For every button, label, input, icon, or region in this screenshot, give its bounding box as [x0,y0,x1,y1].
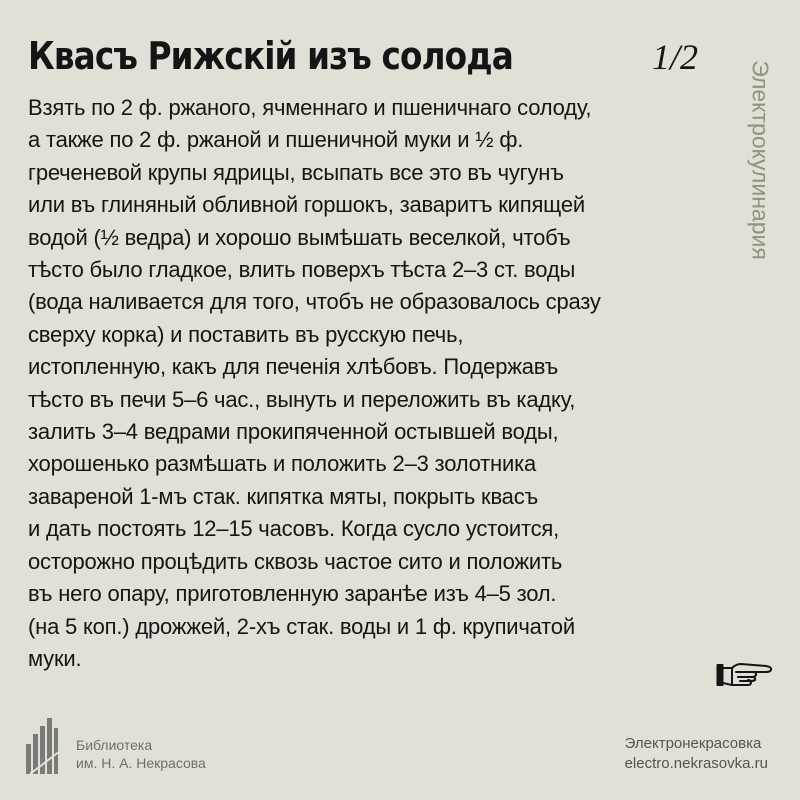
footer-brand [625,734,768,774]
library-name-line1: Библиотека [76,737,153,753]
page-title: Квасъ Рижскiй изъ солода [28,34,513,78]
recipe-line: въ него опару, приготовленную заранѣе изъ 4–5 зол. [28,581,557,607]
recipe-line: истопленную, какъ для печенiя хлѣбовъ. Подержавъ [28,354,559,380]
recipe-line: хорошенько размѣшать и положить 2–3 золотника [28,451,537,477]
recipe-line: завареной 1-мъ стак. кипятка мяты, покрыть квасъ [28,483,539,509]
recipe-line: муки. [28,645,82,671]
recipe-line: тѣсто было гладкое, влить поверхъ тѣста 2–3 ст. воды [28,257,576,283]
recipe-line: тѣсто въ печи 5–6 час., вынуть и переложить въ кадку, [28,386,576,412]
recipe-text [28,92,718,675]
recipe-line: или въ глиняный обливной горшокъ, заваритъ кипящей [28,192,585,218]
side-label: Электрокулинария [747,60,774,260]
library-books-icon [26,718,64,774]
recipe-line: а также по 2 ф. ржаной и пшеничной муки и ½ ф. [28,127,524,153]
library-logo [26,718,206,774]
recipe-line: греченевой крупы ядрицы, всыпать все это въ чугунъ [28,159,564,185]
site-url[interactable]: electro.nekrasovka.ru [624,755,768,772]
recipe-line: (вода наливается для того, чтобъ не образовалось сразу [28,289,601,315]
recipe-line: Взять по 2 ф. ржаного, ячменнаго и пшеничнаго солоду, [28,95,592,120]
recipe-line: (на 5 коп.) дрожжей, 2-хъ стак. воды и 1 ф. крупичатой [28,613,575,639]
brand-name: Электронекрасовка [624,735,762,752]
recipe-line: осторожно процѣдить сквозь частое сито и положить [28,548,563,574]
pointing-hand-icon[interactable] [716,660,774,690]
recipe-line: сверху корка) и поставить въ русскую печь, [28,321,464,347]
recipe-line: залить 3–4 ведрами прокипяченной остывшей воды, [28,419,559,445]
library-name-line2: им. Н. А. Некрасова [76,755,206,771]
library-name [76,736,206,772]
recipe-line: и дать постоять 12–15 часовъ. Когда сусло устоится, [28,516,560,542]
page-indicator: 1/2 [652,37,699,77]
recipe-line: водой (½ ведра) и хорошо вымѣшать веселкой, чтобъ [28,224,571,250]
